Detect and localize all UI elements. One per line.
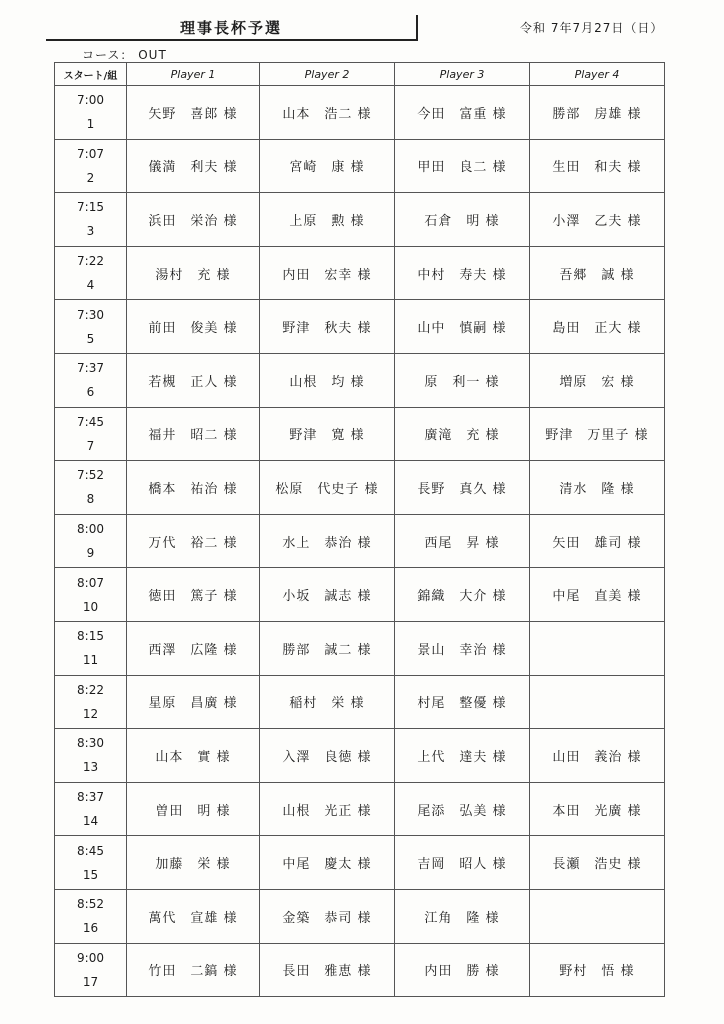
player-1-cell: 西澤 広隆 様 (127, 621, 260, 675)
player-3-cell: 原 利一 様 (395, 353, 530, 407)
start-cell (55, 782, 127, 836)
player-2-cell: 中尾 慶太 様 (260, 836, 395, 890)
group-number: 4 (86, 278, 95, 293)
table-header-row (55, 63, 665, 86)
player-2-cell: 水上 恭治 様 (260, 514, 395, 568)
start-cell (55, 407, 127, 461)
start-cell (55, 621, 127, 675)
start-cell (55, 461, 127, 515)
start-time: 8:52 (77, 897, 104, 912)
group-number: 12 (82, 706, 99, 721)
table-row (55, 836, 665, 890)
player-4-cell: 野村 悟 様 (530, 943, 665, 997)
group-number: 2 (86, 170, 95, 185)
player-3-cell: 上代 達夫 様 (395, 729, 530, 783)
start-cell (55, 300, 127, 354)
table-row (55, 353, 665, 407)
start-time: 8:37 (77, 790, 104, 805)
start-time: 7:22 (77, 254, 104, 269)
player-3-cell: 甲田 良二 様 (395, 139, 530, 193)
player-4-cell: 島田 正大 様 (530, 300, 665, 354)
document-title: 理事長杯予選 (179, 18, 282, 37)
table-row (55, 568, 665, 622)
group-number: 5 (86, 331, 95, 346)
player-2-cell: 野津 寛 様 (260, 407, 395, 461)
player-2-cell: 山本 浩二 様 (260, 86, 395, 140)
player-4-cell: 勝部 房雄 様 (530, 86, 665, 140)
player-3-cell: 錦織 大介 様 (395, 568, 530, 622)
group-number: 8 (86, 492, 95, 507)
player-2-cell: 野津 秋夫 様 (260, 300, 395, 354)
player-4-cell: 増原 宏 様 (530, 353, 665, 407)
table-row (55, 300, 665, 354)
table-row (55, 407, 665, 461)
start-cell (55, 943, 127, 997)
start-cell (55, 729, 127, 783)
player-3-cell: 山中 慎嗣 様 (395, 300, 530, 354)
player-1-cell: 前田 俊美 様 (127, 300, 260, 354)
table-row (55, 139, 665, 193)
event-date: 令和 7年7月27日（日） (520, 21, 664, 35)
player-1-cell: 福井 昭二 様 (127, 407, 260, 461)
player-1-cell: 竹田 二鎬 様 (127, 943, 260, 997)
player-3-cell: 尾添 弘美 様 (395, 782, 530, 836)
start-cell (55, 353, 127, 407)
title-box (46, 15, 418, 41)
player-2-cell: 長田 雅恵 様 (260, 943, 395, 997)
player-4-cell (530, 621, 665, 675)
player-4-cell (530, 889, 665, 943)
player-1-cell: 山本 實 様 (127, 729, 260, 783)
player-3-cell: 村尾 整優 様 (395, 675, 530, 729)
player-4-cell: 野津 万里子 様 (530, 407, 665, 461)
player-4-cell: 生田 和夫 様 (530, 139, 665, 193)
start-time: 7:00 (77, 93, 104, 108)
group-number: 17 (82, 974, 99, 989)
group-number: 14 (82, 814, 99, 829)
player-2-cell: 入澤 良徳 様 (260, 729, 395, 783)
player-3-cell: 石倉 明 様 (395, 193, 530, 247)
start-cell (55, 246, 127, 300)
player-1-cell: 万代 裕二 様 (127, 514, 260, 568)
player-1-cell: 湯村 充 様 (127, 246, 260, 300)
player-2-cell: 勝部 誠二 様 (260, 621, 395, 675)
start-cell (55, 675, 127, 729)
player-2-cell: 上原 勲 様 (260, 193, 395, 247)
start-time: 7:15 (77, 200, 104, 215)
course-label: コース： OUT (82, 48, 167, 62)
group-number: 13 (82, 760, 99, 775)
player-4-cell: 小澤 乙夫 様 (530, 193, 665, 247)
player-4-cell: 中尾 直美 様 (530, 568, 665, 622)
start-time: 7:37 (77, 361, 104, 376)
group-number: 3 (86, 224, 95, 239)
player-3-cell: 景山 幸治 様 (395, 621, 530, 675)
player-1-cell: 萬代 宣雄 様 (127, 889, 260, 943)
player-4-cell: 矢田 雄司 様 (530, 514, 665, 568)
player-2-cell: 小坂 誠志 様 (260, 568, 395, 622)
table-row (55, 461, 665, 515)
start-cell (55, 836, 127, 890)
start-time: 7:07 (77, 146, 104, 161)
group-number: 9 (86, 546, 95, 561)
table-row (55, 889, 665, 943)
player-3-cell: 廣滝 充 様 (395, 407, 530, 461)
group-number: 10 (82, 599, 99, 614)
group-number: 15 (82, 867, 99, 882)
group-number: 7 (86, 438, 95, 453)
player-3-cell: 今田 富重 様 (395, 86, 530, 140)
player-4-cell: 本田 光廣 様 (530, 782, 665, 836)
player-3-cell: 西尾 昇 様 (395, 514, 530, 568)
table-row (55, 86, 665, 140)
header-player-1: Player 1 (127, 63, 260, 86)
player-3-cell: 内田 勝 様 (395, 943, 530, 997)
player-3-cell: 江角 隆 様 (395, 889, 530, 943)
header-player-2: Player 2 (260, 63, 395, 86)
player-1-cell: 矢野 喜郎 様 (127, 86, 260, 140)
pairings-body (55, 86, 665, 997)
player-1-cell: 儀満 利夫 様 (127, 139, 260, 193)
table-row (55, 514, 665, 568)
player-3-cell: 中村 寿夫 様 (395, 246, 530, 300)
start-time: 7:52 (77, 468, 104, 483)
pairings-table (54, 62, 665, 997)
player-1-cell: 若槻 正人 様 (127, 353, 260, 407)
player-2-cell: 稲村 栄 様 (260, 675, 395, 729)
player-2-cell: 宮崎 康 様 (260, 139, 395, 193)
player-2-cell: 内田 宏幸 様 (260, 246, 395, 300)
header-player-4: Player 4 (530, 63, 665, 86)
start-cell (55, 193, 127, 247)
player-4-cell: 山田 義治 様 (530, 729, 665, 783)
start-time: 9:00 (77, 950, 104, 965)
player-4-cell: 清水 隆 様 (530, 461, 665, 515)
header-player-3: Player 3 (395, 63, 530, 86)
player-1-cell: 星原 昌廣 様 (127, 675, 260, 729)
player-2-cell: 山根 光正 様 (260, 782, 395, 836)
start-time: 8:15 (77, 629, 104, 644)
player-4-cell (530, 675, 665, 729)
player-2-cell: 松原 代史子 様 (260, 461, 395, 515)
group-number: 16 (82, 921, 99, 936)
start-time: 8:00 (77, 522, 104, 537)
group-number: 6 (86, 385, 95, 400)
start-time: 8:07 (77, 575, 104, 590)
player-1-cell: 浜田 栄治 様 (127, 193, 260, 247)
table-row (55, 621, 665, 675)
group-number: 1 (86, 117, 95, 132)
player-2-cell: 山根 均 様 (260, 353, 395, 407)
start-cell (55, 139, 127, 193)
player-1-cell: 加藤 栄 様 (127, 836, 260, 890)
table-row (55, 675, 665, 729)
player-3-cell: 長野 真久 様 (395, 461, 530, 515)
table-row (55, 943, 665, 997)
start-time: 7:45 (77, 414, 104, 429)
player-2-cell: 金築 恭司 様 (260, 889, 395, 943)
header-start-group: スタート/組 (55, 63, 127, 86)
player-4-cell: 吾郷 誠 様 (530, 246, 665, 300)
start-time: 8:22 (77, 682, 104, 697)
table-row (55, 729, 665, 783)
start-cell (55, 568, 127, 622)
player-1-cell: 曽田 明 様 (127, 782, 260, 836)
start-cell (55, 514, 127, 568)
start-time: 8:45 (77, 843, 104, 858)
table-row (55, 193, 665, 247)
player-1-cell: 橋本 祐治 様 (127, 461, 260, 515)
player-1-cell: 徳田 篤子 様 (127, 568, 260, 622)
start-cell (55, 889, 127, 943)
start-time: 8:30 (77, 736, 104, 751)
player-4-cell: 長瀬 浩史 様 (530, 836, 665, 890)
start-cell (55, 86, 127, 140)
table-row (55, 246, 665, 300)
group-number: 11 (82, 653, 99, 668)
start-time: 7:30 (77, 307, 104, 322)
table-row (55, 782, 665, 836)
player-3-cell: 吉岡 昭人 様 (395, 836, 530, 890)
